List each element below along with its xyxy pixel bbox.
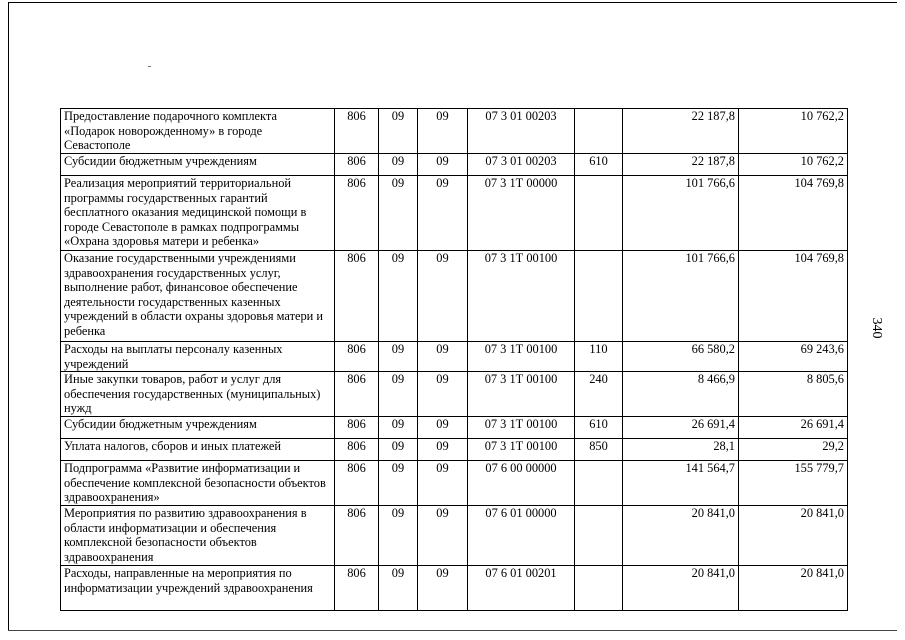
section-code: 09 <box>379 176 418 251</box>
section-code: 09 <box>379 417 418 439</box>
amount-year-2: 26 691,4 <box>739 417 848 439</box>
target-article: 07 3 1Т 00100 <box>468 251 575 342</box>
page-edge-top <box>8 2 897 3</box>
target-article: 07 3 01 00203 <box>468 109 575 154</box>
expense-type: 610 <box>575 417 623 439</box>
target-article: 07 3 1Т 00100 <box>468 342 575 372</box>
amount-year-1: 20 841,0 <box>623 506 739 566</box>
amount-year-1: 66 580,2 <box>623 342 739 372</box>
amount-year-2: 104 769,8 <box>739 251 848 342</box>
target-article: 07 3 01 00203 <box>468 154 575 176</box>
table-row <box>61 417 848 439</box>
expense-type: 110 <box>575 342 623 372</box>
subsection-code: 09 <box>418 417 468 439</box>
table-row <box>61 176 848 251</box>
target-article: 07 6 01 00201 <box>468 566 575 611</box>
table-row <box>61 342 848 372</box>
target-article: 07 6 01 00000 <box>468 506 575 566</box>
amount-year-1: 28,1 <box>623 439 739 461</box>
amount-year-2: 29,2 <box>739 439 848 461</box>
table-row <box>61 439 848 461</box>
subsection-code: 09 <box>418 154 468 176</box>
amount-year-2: 20 841,0 <box>739 566 848 611</box>
expense-type <box>575 461 623 506</box>
amount-year-1: 26 691,4 <box>623 417 739 439</box>
expense-type: 610 <box>575 154 623 176</box>
expense-type <box>575 109 623 154</box>
expense-type <box>575 566 623 611</box>
ministry-code: 806 <box>335 342 379 372</box>
amount-year-1: 22 187,8 <box>623 109 739 154</box>
row-name: Оказание государственными учреждениями здравоохранения государственных услуг, выполнение работ, финансовое обеспечение деятельности государственных казенных учреждений в области охраны здоровья матери и ребенка <box>61 251 335 342</box>
table-row <box>61 251 848 342</box>
row-name: Субсидии бюджетным учреждениям <box>61 417 335 439</box>
budget-table <box>60 108 848 611</box>
amount-year-2: 10 762,2 <box>739 109 848 154</box>
table-row <box>61 109 848 154</box>
target-article: 07 3 1Т 00100 <box>468 417 575 439</box>
target-article: 07 3 1Т 00000 <box>468 176 575 251</box>
amount-year-1: 22 187,8 <box>623 154 739 176</box>
amount-year-2: 20 841,0 <box>739 506 848 566</box>
row-name: Субсидии бюджетным учреждениям <box>61 154 335 176</box>
amount-year-2: 155 779,7 <box>739 461 848 506</box>
section-code: 09 <box>379 342 418 372</box>
row-name: Реализация мероприятий территориальной программы государственных гарантий бесплатного оказания медицинской помощи в городе Севастополе в рамках подпрограммы «Охрана здоровья матери и ребенка» <box>61 176 335 251</box>
row-name: Мероприятия по развитию здравоохранения в области информатизации и обеспечения комплексной безопасности объектов здравоохранения <box>61 506 335 566</box>
ministry-code: 806 <box>335 439 379 461</box>
table-row <box>61 506 848 566</box>
ministry-code: 806 <box>335 461 379 506</box>
ministry-code: 806 <box>335 176 379 251</box>
expense-type <box>575 176 623 251</box>
section-code: 09 <box>379 439 418 461</box>
subsection-code: 09 <box>418 176 468 251</box>
ministry-code: 806 <box>335 417 379 439</box>
ministry-code: 806 <box>335 109 379 154</box>
target-article: 07 6 00 00000 <box>468 461 575 506</box>
subsection-code: 09 <box>418 342 468 372</box>
ministry-code: 806 <box>335 251 379 342</box>
amount-year-1: 8 466,9 <box>623 372 739 417</box>
row-name: Предоставление подарочного комплекта «Подарок новорожденному» в городе Севастополе <box>61 109 335 154</box>
subsection-code: 09 <box>418 251 468 342</box>
section-code: 09 <box>379 109 418 154</box>
expense-type <box>575 251 623 342</box>
amount-year-2: 104 769,8 <box>739 176 848 251</box>
amount-year-2: 10 762,2 <box>739 154 848 176</box>
ministry-code: 806 <box>335 154 379 176</box>
amount-year-1: 101 766,6 <box>623 176 739 251</box>
page-edge-bottom <box>8 630 897 631</box>
amount-year-2: 69 243,6 <box>739 342 848 372</box>
table-row <box>61 461 848 506</box>
expense-type <box>575 506 623 566</box>
ministry-code: 806 <box>335 506 379 566</box>
page-number: 340 <box>869 317 884 339</box>
subsection-code: 09 <box>418 566 468 611</box>
ministry-code: 806 <box>335 372 379 417</box>
ministry-code: 806 <box>335 566 379 611</box>
row-name: Подпрограмма «Развитие информатизации и обеспечение комплексной безопасности объектов здравоохранения» <box>61 461 335 506</box>
scan-speck <box>148 66 151 67</box>
table-row <box>61 566 848 611</box>
row-name: Уплата налогов, сборов и иных платежей <box>61 439 335 461</box>
subsection-code: 09 <box>418 439 468 461</box>
subsection-code: 09 <box>418 461 468 506</box>
row-name: Расходы, направленные на мероприятия по информатизации учреждений здравоохранения <box>61 566 335 611</box>
section-code: 09 <box>379 506 418 566</box>
table-row <box>61 154 848 176</box>
section-code: 09 <box>379 372 418 417</box>
expense-type: 850 <box>575 439 623 461</box>
subsection-code: 09 <box>418 109 468 154</box>
page-edge-left <box>8 2 9 630</box>
amount-year-1: 101 766,6 <box>623 251 739 342</box>
amount-year-2: 8 805,6 <box>739 372 848 417</box>
section-code: 09 <box>379 251 418 342</box>
section-code: 09 <box>379 461 418 506</box>
section-code: 09 <box>379 154 418 176</box>
subsection-code: 09 <box>418 506 468 566</box>
section-code: 09 <box>379 566 418 611</box>
amount-year-1: 141 564,7 <box>623 461 739 506</box>
row-name: Расходы на выплаты персоналу казенных учреждений <box>61 342 335 372</box>
target-article: 07 3 1Т 00100 <box>468 372 575 417</box>
expense-type: 240 <box>575 372 623 417</box>
row-name: Иные закупки товаров, работ и услуг для обеспечения государственных (муниципальных) нужд <box>61 372 335 417</box>
subsection-code: 09 <box>418 372 468 417</box>
table-row <box>61 372 848 417</box>
amount-year-1: 20 841,0 <box>623 566 739 611</box>
target-article: 07 3 1Т 00100 <box>468 439 575 461</box>
